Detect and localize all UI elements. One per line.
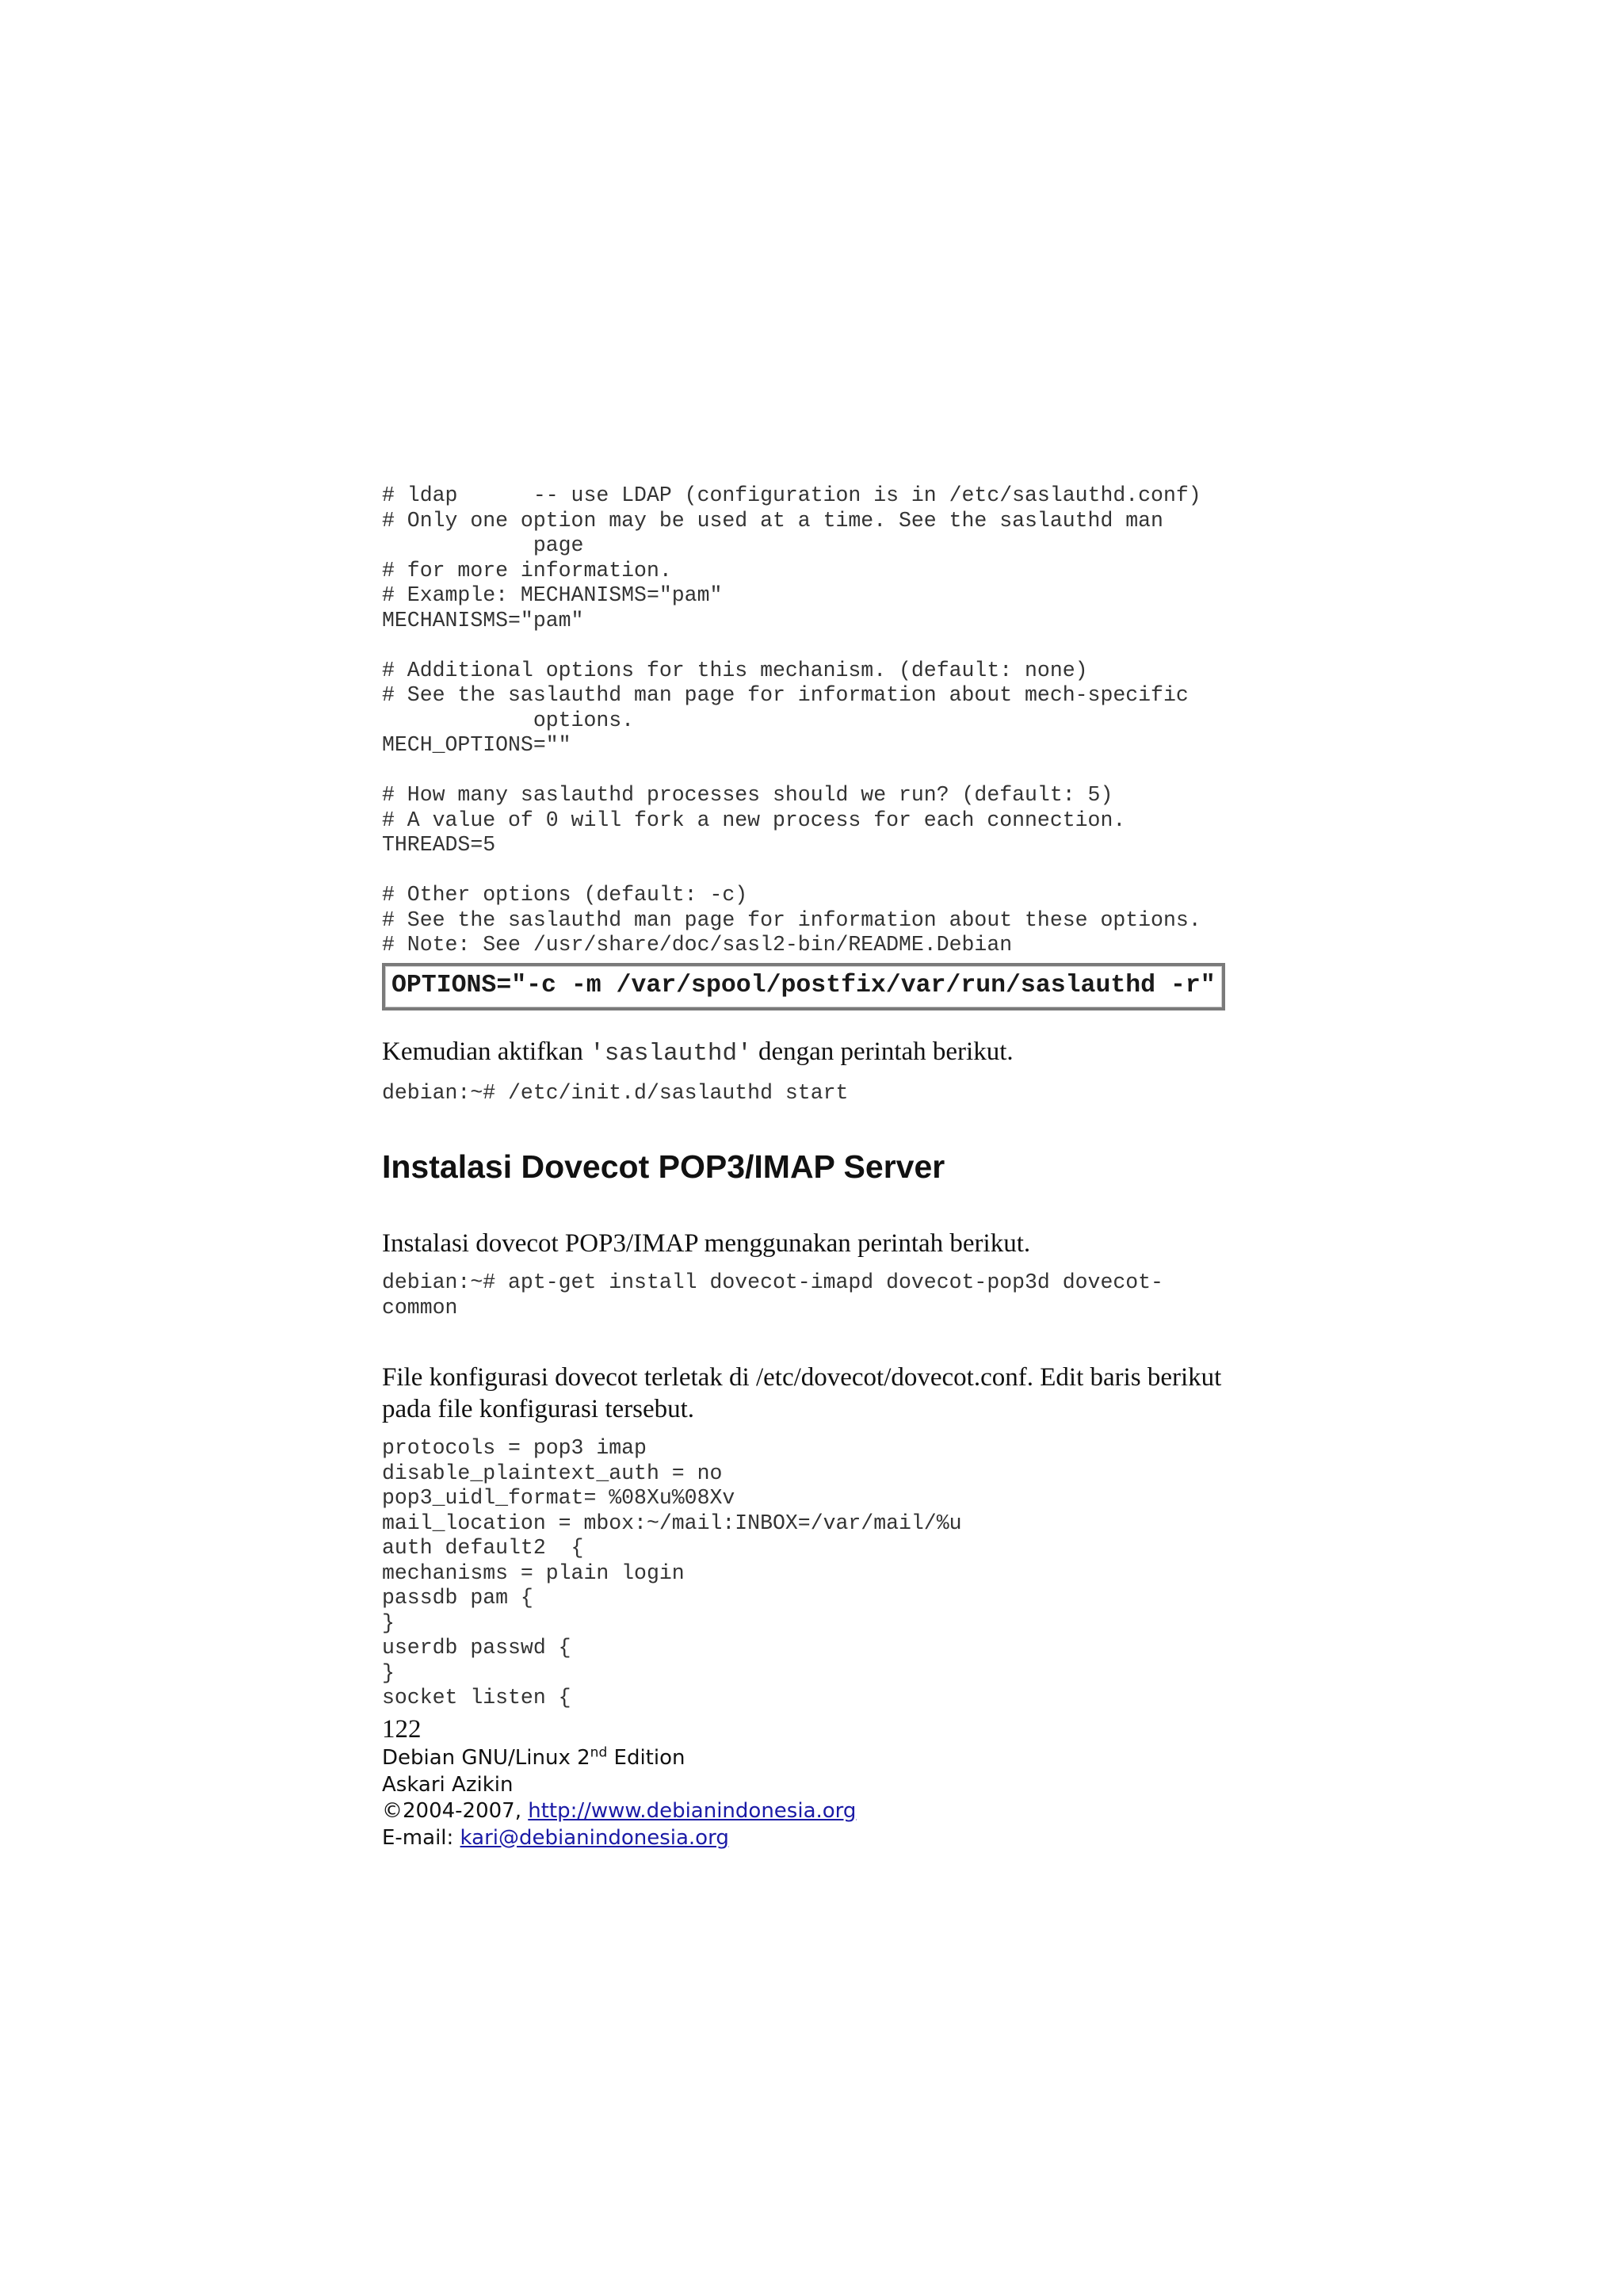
page-footer — [382, 1713, 1317, 1851]
page-content — [382, 483, 1317, 1711]
email-prefix: E-mail: — [382, 1825, 460, 1850]
install-paragraph: Instalasi dovecot POP3/IMAP menggunakan perintah berikut. — [382, 1229, 1031, 1258]
activate-inline-code: 'saslauthd' — [590, 1039, 752, 1068]
email-link[interactable]: kari@debianindonesia.org — [460, 1825, 729, 1850]
install-command: debian:~# apt-get install dovecot-imapd dovecot-pop3d dovecot- common — [382, 1270, 1163, 1320]
saslauthd-start-command: debian:~# /etc/init.d/saslauthd start — [382, 1080, 849, 1105]
footer-copyright — [382, 1798, 1317, 1825]
book-title-text: Debian GNU/Linux 2 — [382, 1746, 590, 1770]
book-title-suffix: Edition — [607, 1746, 685, 1770]
footer-book-title — [382, 1745, 1317, 1772]
page-number: 122 — [382, 1715, 422, 1744]
book-title-superscript: nd — [590, 1744, 608, 1761]
config-file-paragraph: File konfigurasi dovecot terletak di /etc/dovecot/dovecot.conf. Edit baris berikut pada file konfigurasi tersebut. — [382, 1363, 1222, 1423]
website-link[interactable]: http://www.debianindonesia.org — [528, 1799, 857, 1823]
footer-email — [382, 1825, 1317, 1852]
footer-author: Askari Azikin — [382, 1772, 514, 1797]
dovecot-config-block: protocols = pop3 imap disable_plaintext_auth = no pop3_uidl_format= %08Xu%08Xv mail_location = mbox:~/mail:INBOX=/var/mail/%u auth default2 { mechanisms = plain login passdb pam { } userdb passwd { } socket listen { — [382, 1436, 962, 1710]
section-title: Instalasi Dovecot POP3/IMAP Server — [382, 1148, 945, 1185]
activate-text-before: Kemudian aktifkan — [382, 1037, 590, 1066]
saslauthd-config-block: # ldap -- use LDAP (configuration is in /etc/saslauthd.conf) # Only one option may be used at a time. See the saslauthd man page # for more information. # Example: MECHANISMS="pam" MECHANISMS="pam" # Additional options for this mechanism. (default: none) # See the saslauthd man page for information about mech-specific options. MECH_OPTIONS="" # How many saslauthd processes should we run? (default: 5) # A value of 0 will fork a new process for each connection. THREADS=5 # Other options (default: -c) # See the saslauthd man page for information about these options. # Note: See /usr/share/doc/sasl2-bin/README.Debian — [382, 483, 1201, 957]
activate-text-after: dengan perintah berikut. — [751, 1037, 1014, 1066]
copyright-prefix: ©2004-2007, — [382, 1799, 529, 1823]
options-highlight-box: OPTIONS="-c -m /var/spool/postfix/var/run/saslauthd -r" — [382, 963, 1225, 1010]
activate-paragraph — [382, 1036, 1317, 1070]
